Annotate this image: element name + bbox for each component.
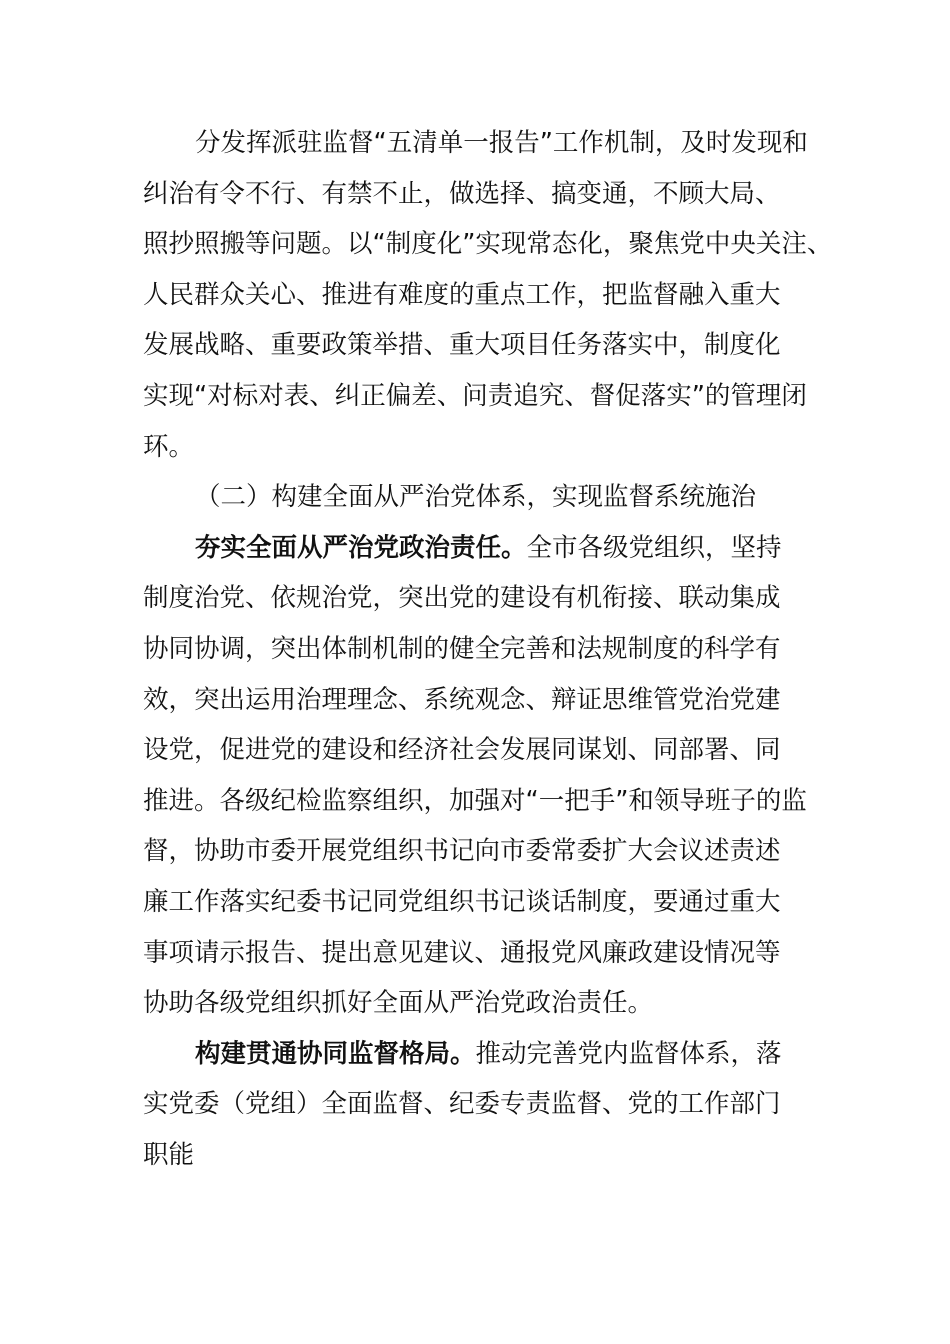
paragraph-2-line-3: 协同协调，突出体制机制的健全完善和法规制度的科学有 bbox=[143, 633, 781, 664]
paragraph-2-line-2: 制度治党、依规治党，突出党的建设有机衔接、联动集成 bbox=[143, 583, 781, 614]
paragraph-3-line-3: 职能 bbox=[143, 1139, 195, 1170]
paragraph-2-line-5: 设党，促进党的建设和经济社会发展同谋划、同部署、同 bbox=[143, 735, 781, 766]
paragraph-1-line-6: 实现“对标对表、纠正偏差、问责追究、督促落实”的管理闭 bbox=[143, 380, 807, 411]
paragraph-1-line-1: 分发挥派驻监督“五清单一报告”工作机制，及时发现和 bbox=[195, 128, 808, 158]
paragraph-3-line-1 bbox=[143, 1029, 815, 1080]
paragraph-3-line-2: 实党委（党组）全面监督、纪委专责监督、党的工作部门 bbox=[143, 1089, 781, 1120]
document-body bbox=[143, 118, 833, 1180]
paragraph-2-line-1 bbox=[143, 523, 815, 574]
paragraph-1-line-5: 发展战略、重要政策举措、重大项目任务落实中，制度化 bbox=[143, 330, 781, 361]
paragraph-1-line-7: 环。 bbox=[143, 431, 195, 462]
paragraph-1-line-4: 人民群众关心、推进有难度的重点工作，把监督融入重大 bbox=[143, 279, 781, 310]
paragraph-2-line-9: 事项请示报告、提出意见建议、通报党风廉政建设情况等 bbox=[143, 937, 781, 968]
paragraph-2-line-10: 协助各级党组织抓好全面从严治党政治责任。 bbox=[143, 988, 654, 1019]
paragraph-2-line-4: 效，突出运用治理理念、系统观念、辩证思维管党治党建 bbox=[143, 684, 781, 715]
paragraph-2-line-8: 廉工作落实纪委书记同党组织书记谈话制度，要通过重大 bbox=[143, 886, 781, 917]
paragraph-2-lead: 夯实全面从严治党政治责任。 bbox=[195, 532, 527, 563]
paragraph-2-line-7: 督，协助市委开展党组织书记向市委常委扩大会议述责述 bbox=[143, 836, 781, 867]
section-heading: （二）构建全面从严治党体系，实现监督系统施治 bbox=[195, 482, 757, 513]
paragraph-3-first-rest: 推动完善党内监督体系，落 bbox=[475, 1038, 782, 1069]
paragraph-2-first-rest: 全市各级党组织，坚持 bbox=[526, 532, 782, 563]
paragraph-1-line-2: 纠治有令不行、有禁不止，做选择、搞变通，不顾大局、 bbox=[143, 178, 781, 209]
paragraph-3-lead: 构建贯通协同监督格局。 bbox=[195, 1038, 476, 1069]
paragraph-2-line-6: 推进。各级纪检监察组织，加强对“一把手”和领导班子的监 bbox=[143, 785, 807, 816]
paragraph-1-line-3: 照抄照搬等问题。以“制度化”实现常态化，聚焦党中央关注、 bbox=[143, 229, 833, 260]
